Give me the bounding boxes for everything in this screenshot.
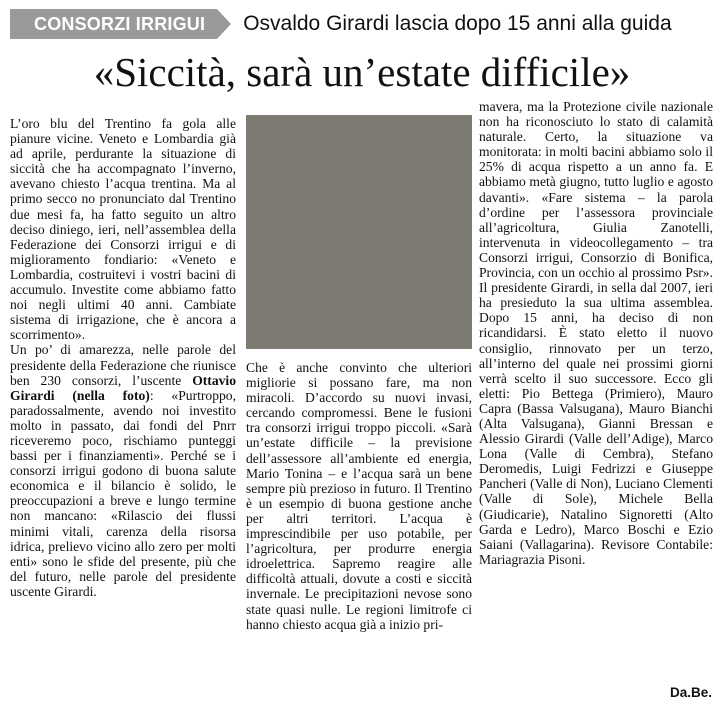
- article-column-1: [10, 116, 236, 599]
- section-badge: CONSORZI IRRIGUI: [10, 9, 217, 39]
- subheadline: Osvaldo Girardi lascia dopo 15 anni alla guida: [243, 12, 672, 35]
- article-column-2: [246, 360, 472, 632]
- author-signature: Da.Be.: [669, 685, 712, 700]
- paragraph: Che è anche convinto che ulteriori migliorie si possano fare, ma non miracoli. D’accordo su nuovi invasi, cercando compromessi. Bene le fusioni tra consorzi irrigui troppo piccoli. «Sarà un’estate difficile – la previsione dell’assessore all’ambiente ed energia, Mario Tonina – e l’acqua sarà un bene sempre più prezioso in futuro. Il Trentino è un esempio di buona gestione anche per altri territori. L’acqua è imprescindibile per uso potabile, per l’agricoltura, per produrre energia idroelettrica. Sapremo reagire alle difficoltà attuali, dovute a costi e siccità invernale. Le precipitazioni nevose sono state quasi nulle. Le regioni limitrofe ci hanno chiesto acqua già a inizio pri-: [246, 360, 472, 632]
- paragraph: L’oro blu del Trentino fa gola alle pianure vicine. Veneto e Lombardia già ad aprile, perdurante la situazione di siccità che ha accompagnato l’inverno, avevano chiesto l’acqua trentina. Ma al primo secco no pronunciato dal Trentino due mesi fa, ha fatto seguito un altro deciso diniego, ieri, nell’assemblea della Federazione dei Consorzi irrigui e di miglioramento fondiario: «Veneto e Lombardia, costruitevi i vostri bacini di accumulo. Investite come abbiamo fatto noi negli ultimi 40 anni. Cambiate sistema di irrigazione, che è ancora a scorrimento».: [10, 116, 236, 343]
- photo-caption-reference: Ottavio Girardi (nella foto): [10, 372, 236, 403]
- portrait-photo: [246, 115, 472, 349]
- badge-arrow: [217, 9, 231, 39]
- paragraph: [10, 342, 236, 599]
- paragraph: mavera, ma la Protezione civile nazionale non ha riconosciuto lo stato di calamità naturale. Certo, la situazione va monitorata: in molti bacini abbiamo solo il 25% di acqua rispetto a un anno fa. E abbiamo metà giugno, tutto luglio e agosto davanti». «Fare sistema – la parola d’ordine per l’assessora provinciale all’agricoltura, Giulia Zanotelli, intervenuta in videocollegamento – tra Consorzi irrigui, Consorzio di Bonifica, Provincia, con un occhio al prossimo Psr». Il presidente Girardi, in sella dal 2007, ieri ha presieduto la sua ultima assemblea. Dopo 15 anni, ha deciso di non ricandidarsi. È stato eletto il nuovo consiglio, rinnovato per un terzo, all’interno del quale nei prossimi giorni verrà scelto il suo successore. Ecco gli eletti: Pio Bettega (Primiero), Mauro Capra (Bassa Valsugana), Mauro Bianchi (Alta Valsugana), Gianni Bressan e Alessio Girardi (Valle dell’Adige), Marco Lona (Valle di Cembra), Stefano Deromedis, Luigi Fedrizzi e Giuseppe Pancheri (Valle di Non), Luciano Clementi (Valle di Sole), Michele Bella (Giudicarie), Natalino Signoretti (Alto Garda e Ledro), Marco Boschi e Ezio Saiani (Vallagarina). Revisore Contabile: Mariagrazia Pisoni.: [479, 99, 713, 567]
- section-kicker: [10, 9, 672, 39]
- article-column-3: [479, 99, 713, 567]
- text-run: Un po’ di amarezza, nelle parole del presidente della Federazione che riunisce ben 230 consorzi, l’uscente: [10, 342, 236, 388]
- text-run: : «Purtroppo, paradossalmente, avendo noi investito molto in passato, dai fondi del Pnrr riceveremo poco, rischiamo punteggi bassi per i finanziamenti». Perché se i consorzi irrigui godono di buona salute economica e il bilancio è solido, le preoccupazioni a breve e lungo termine non mancano: «Rilascio dei flussi minimi vitali, carenza della risorsa idrica, prelievo vicino allo zero per molti enti» sono le sfide del presente, più che del futuro, nelle parole del presidente uscente Girardi.: [10, 387, 236, 599]
- headline: «Siccità, sarà un’estate difficile»: [93, 49, 631, 95]
